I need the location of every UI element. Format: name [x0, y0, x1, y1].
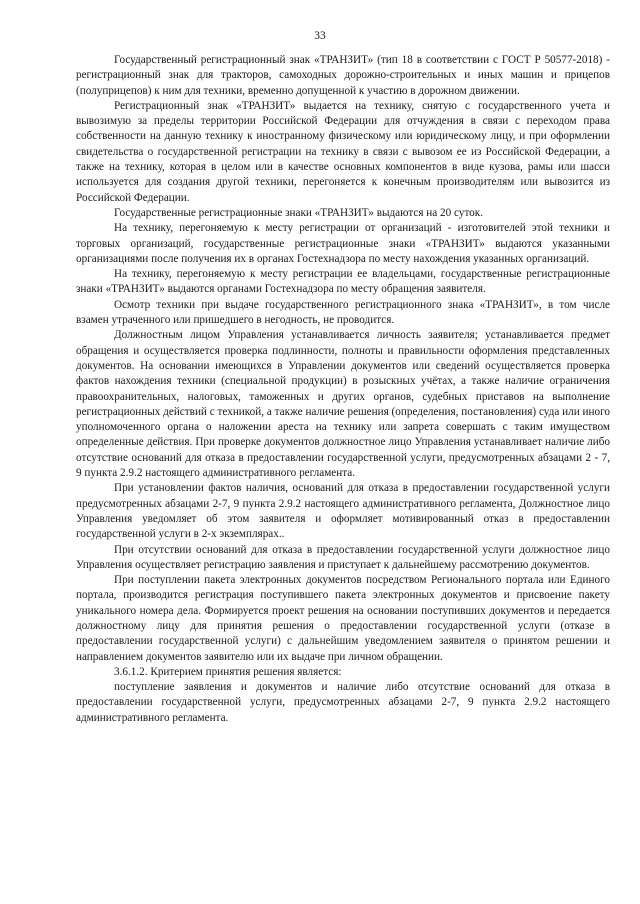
paragraph-inspection-note: Осмотр техники при выдаче государственного регистрационного знака «ТРАНЗИТ», в том числе взамен утраченного или пришедшего в негодность, не проводится. [76, 298, 610, 327]
paragraph-transit-issuance-conditions: Регистрационный знак «ТРАНЗИТ» выдается на технику, снятую с государственного учета и вывозимую за пределы территории Российской Федерации для отчуждения в связи с переходом права собственности на данную технику к иностранному физическому или юридическому лицу, и при оформлении свидетельства о государственной регистрации на технику в связи с вывозом ее из Российской Федерации, а также на технику, которая в целом или в качестве основных компонентов в виде кузова, рамы или шасси используется для создания другой техники, перегоняется к конечным производителям или вывозится из Российской Федерации. [76, 99, 610, 204]
page-number: 33 [314, 30, 326, 42]
paragraph-manufacturers-issuance: На технику, перегоняемую к месту регистрации от организаций - изготовителей этой техники и торговых организаций, государственные регистрационные знаки «ТРАНЗИТ» выдаются указанными организациями после получения их в органах Гостехнадзора по месту нахождения указанных организаций. [76, 222, 610, 265]
paragraph-validity-period: Государственные регистрационные знаки «ТРАНЗИТ» выдаются на 20 суток. [114, 206, 484, 219]
paragraph-registration: При отсутствии оснований для отказа в предоставлении государственной услуги должностное лицо Управления осуществляет регистрацию заявления и приступает к дальнейшему рассмотрению документов. [76, 543, 610, 571]
paragraph-criterion-heading: 3.6.1.2. Критерием принятия решения является: [114, 665, 342, 678]
paragraph-document-verification: Должностным лицом Управления устанавливается личность заявителя; устанавливается предмет обращения и осуществляется проверка подлинности, полноты и правильности оформления представленных документов. На основании имеющихся в Управлении документов или сведений осуществляется проверка фактов нахождения техники (специальной продукции) в розыскных учётах, а также наличие ограничения правоохранительных, налоговых, таможенных и других органов, судебных приставов на выполнение регистрационных действий с техникой, а также наличие решения (определения, постановления) суда или иного уполномоченного органа о наложении ареста на технику или запрета совершать с таким имуществом определенные действия. При проверке документов должностное лицо Управления устанавливает наличие либо отсутствие оснований для отказа в предоставлении государственной услуги, предусмотренных абзацами 2 - 7, 9 пункта 2.9.2 настоящего административного регламента. [76, 329, 610, 480]
paragraph-transit-definition: Государственный регистрационный знак «ТРАНЗИТ» (тип 18 в соответствии с ГОСТ Р 50577-2018) - регистрационный знак для тракторов, самоходных дорожно-строительных и иных машин и прицепов (полуприцепов) к ним для техники, временно допущенной к участию в дорожном движении. [76, 54, 610, 97]
document-body [76, 53, 610, 726]
paragraph-electronic-documents: При поступлении пакета электронных документов посредством Регионального портала или Единого портала, производится регистрация поступившего пакета электронных документов и присвоение пакету уникального номера дела. Формируется проект решения на основании поступивших документов и передается должностному лицу для принятия решения о предоставлении государственной услуги (отказе в предоставлении государственной услуги) с дальнейшим уведомлением заявителя о принятом решении и направлением документов заявителю или их выдаче при личном обращении. [76, 574, 610, 663]
paragraph-owners-issuance: На технику, перегоняемую к месту регистрации ее владельцами, государственные регистрационные знаки «ТРАНЗИТ» выдаются органами Гостехнадзора по месту обращения заявителя. [76, 268, 610, 296]
paragraph-criterion-text: поступление заявления и документов и наличие либо отсутствие оснований для отказа в предоставлении государственной услуги, предусмотренных абзацами 2-7, 9 пункта 2.9.2 настоящего административного регламента. [76, 681, 610, 724]
paragraph-refusal-grounds: При установлении фактов наличия, оснований для отказа в предоставлении государственной услуги предусмотренных абзацами 2-7, 9 пункта 2.9.2 настоящего административного регламента, Должностное лицо Управления уведомляет об этом заявителя и оформляет мотивированный отказ в предоставлении государственной услуги в 2-х экземплярах.. [76, 482, 610, 541]
